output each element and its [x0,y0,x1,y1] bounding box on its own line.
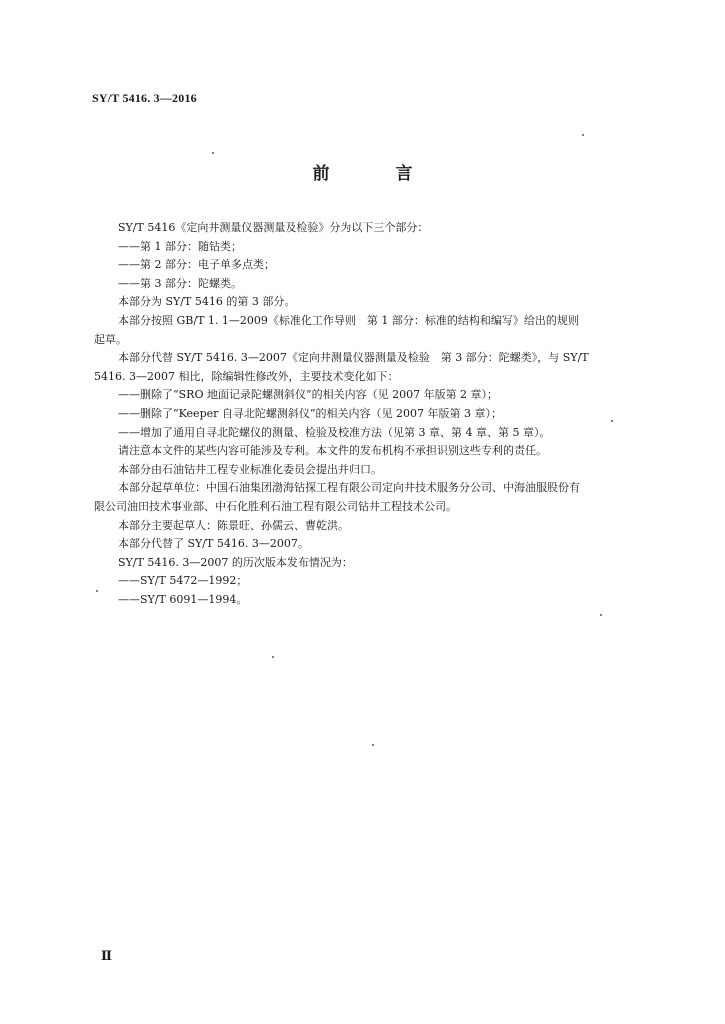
list-item-change-2: ——删除了“Keeper 自寻北陀螺测斜仪”的相关内容（见 2007 年版第 3 章）； [118,406,502,420]
page-number: Ⅱ [101,948,112,963]
scan-speck [582,134,584,136]
scan-speck [372,744,374,746]
paragraph-patent-notice: 请注意本文件的某些内容可能涉及专利。本文件的发布机构不承担识别这些专利的责任。 [118,444,547,458]
paragraph-replaces: 本部分代替 SY/T 5416. 3—2007《定向井测量仪器测量及检验 第 3 部分：陀螺类》，与 SY/T [118,351,589,365]
paragraph-drafting-units: 本部分起草单位：中国石油集团渤海钻探工程有限公司定向井技术服务分公司、中海油服股份有 [118,481,580,495]
list-item-history-1: ——SY/T 5472—1992； [118,574,248,588]
list-item-part-2: ——第 2 部分：电子单多点类； [118,258,275,272]
list-item-part-1: ——第 1 部分：随钻类； [118,239,242,253]
scan-speck [611,420,613,422]
paragraph-drafters: 本部分主要起草人：陈景旺、孙儒云、曹乾洪。 [118,518,349,532]
standard-code-header: SY/T 5416. 3—2016 [92,91,197,105]
page-title: 前 言 [312,164,443,184]
foreword-body [94,219,674,609]
paragraph-history: SY/T 5416. 3—2007 的历次版本发布情况为： [118,555,353,569]
scan-speck [96,590,98,592]
scan-speck [600,614,602,616]
paragraph-drafting-units-cont: 限公司油田技术事业部、中石化胜利石油工程有限公司钻井工程技术公司。 [94,499,457,513]
list-item-history-2: ——SY/T 6091—1994。 [118,592,248,606]
list-item-change-3: ——增加了通用自寻北陀螺仪的测量、检验及校准方法（见第 3 章、第 4 章、第 5 章）。 [118,425,551,439]
list-item-change-1: ——删除了“SRO 地面记录陀螺测斜仪”的相关内容（见 2007 年版第 2 章）； [118,388,499,402]
list-item-part-3: ——第 3 部分：陀螺类。 [118,276,242,290]
paragraph-part-statement: 本部分为 SY/T 5416 的第 3 部分。 [118,295,296,309]
paragraph-supersedes: 本部分代替了 SY/T 5416. 3—2007。 [118,537,309,551]
paragraph-intro: SY/T 5416《定向井测量仪器测量及检验》分为以下三个部分： [118,221,429,234]
paragraph-drafting-rules: 本部分按照 GB/T 1. 1—2009《标准化工作导则 第 1 部分：标准的结构和编写》给出的规则 [118,313,579,327]
scan-speck [212,152,214,154]
paragraph-drafting-rules-cont: 起草。 [94,332,127,346]
scan-speck [272,656,274,658]
paragraph-replaces-cont: 5416. 3—2007 相比，除编辑性修改外，主要技术变化如下： [94,369,399,383]
paragraph-proposer: 本部分由石油钻井工程专业标准化委员会提出并归口。 [118,462,382,476]
